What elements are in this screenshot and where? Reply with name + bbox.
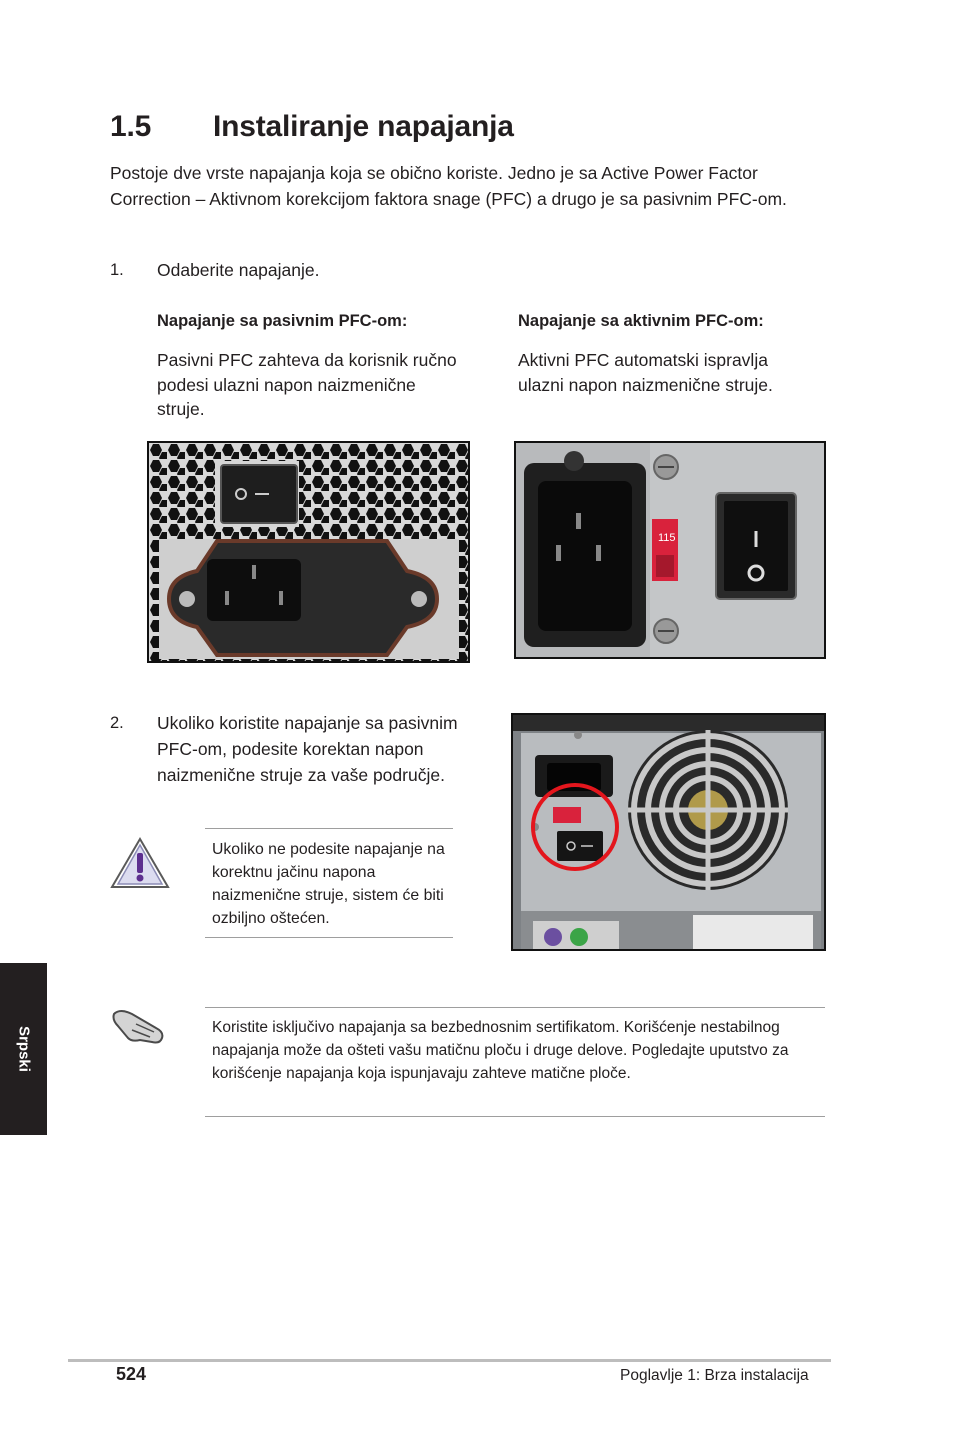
active-pfc-heading: Napajanje sa aktivnim PFC-om: <box>518 312 764 330</box>
passive-pfc-text: Pasivni PFC zahteva da korisnik ručno podesi ulazni napon naizmenične struje. <box>157 350 457 419</box>
warning-bottom-rule <box>205 937 453 938</box>
passive-pfc-heading: Napajanje sa pasivnim PFC-om: <box>157 312 408 330</box>
voltage-selector-label: 115 <box>658 532 676 544</box>
info-top-rule <box>205 1007 825 1008</box>
passive-psu-photo <box>147 441 470 663</box>
step-1-text: Odaberite napajanje. <box>157 260 320 280</box>
active-psu-photo <box>514 441 826 659</box>
chapter-label: Poglavlje 1: Brza instalacija <box>620 1367 809 1384</box>
warning-note-text: Ukoliko ne podesite napajanje na korektnu jačinu napona naizmenične struje, sistem će biti ozbiljno oštećen. <box>212 841 445 927</box>
footer-rule <box>68 1359 831 1362</box>
section-title-text: Instaliranje napajanja <box>213 110 514 143</box>
hand-icon <box>110 1004 168 1053</box>
step-2-text: Ukoliko koristite napajanje sa pasivnim PFC-om, podesite korektan napon naizmenične struje za vaše područje. <box>157 713 458 785</box>
section-number: 1.5 <box>110 110 152 143</box>
case-back-photo <box>511 713 826 951</box>
language-side-tab <box>0 963 47 1135</box>
page-number: 524 <box>116 1364 147 1384</box>
warning-top-rule <box>205 828 453 829</box>
section-title <box>110 110 514 144</box>
language-side-tab-label: Srpski <box>15 1026 32 1072</box>
warning-icon <box>110 835 170 896</box>
step-2-number: 2. <box>110 714 124 732</box>
step-1-number: 1. <box>110 261 124 279</box>
intro-paragraph: Postoje dve vrste napajanja koja se obično koriste. Jedno je sa Active Power Factor Correction – Aktivnom korekcijom faktora snage (PFC) a drugo je sa pasivnim PFC-om. <box>110 163 787 209</box>
info-bottom-rule <box>205 1116 825 1117</box>
info-note-text: Koristite isključivo napajanja sa bezbednosnim sertifikatom. Korišćenje nestabilnog napajanja može da ošteti vašu matičnu ploču i druge delove. Pogledajte uputstvo za korišćenje napajanja koja ispunjavaju zahteve matične ploče. <box>212 1019 789 1082</box>
active-pfc-text: Aktivni PFC automatski ispravlja ulazni napon naizmenične struje. <box>518 350 773 395</box>
